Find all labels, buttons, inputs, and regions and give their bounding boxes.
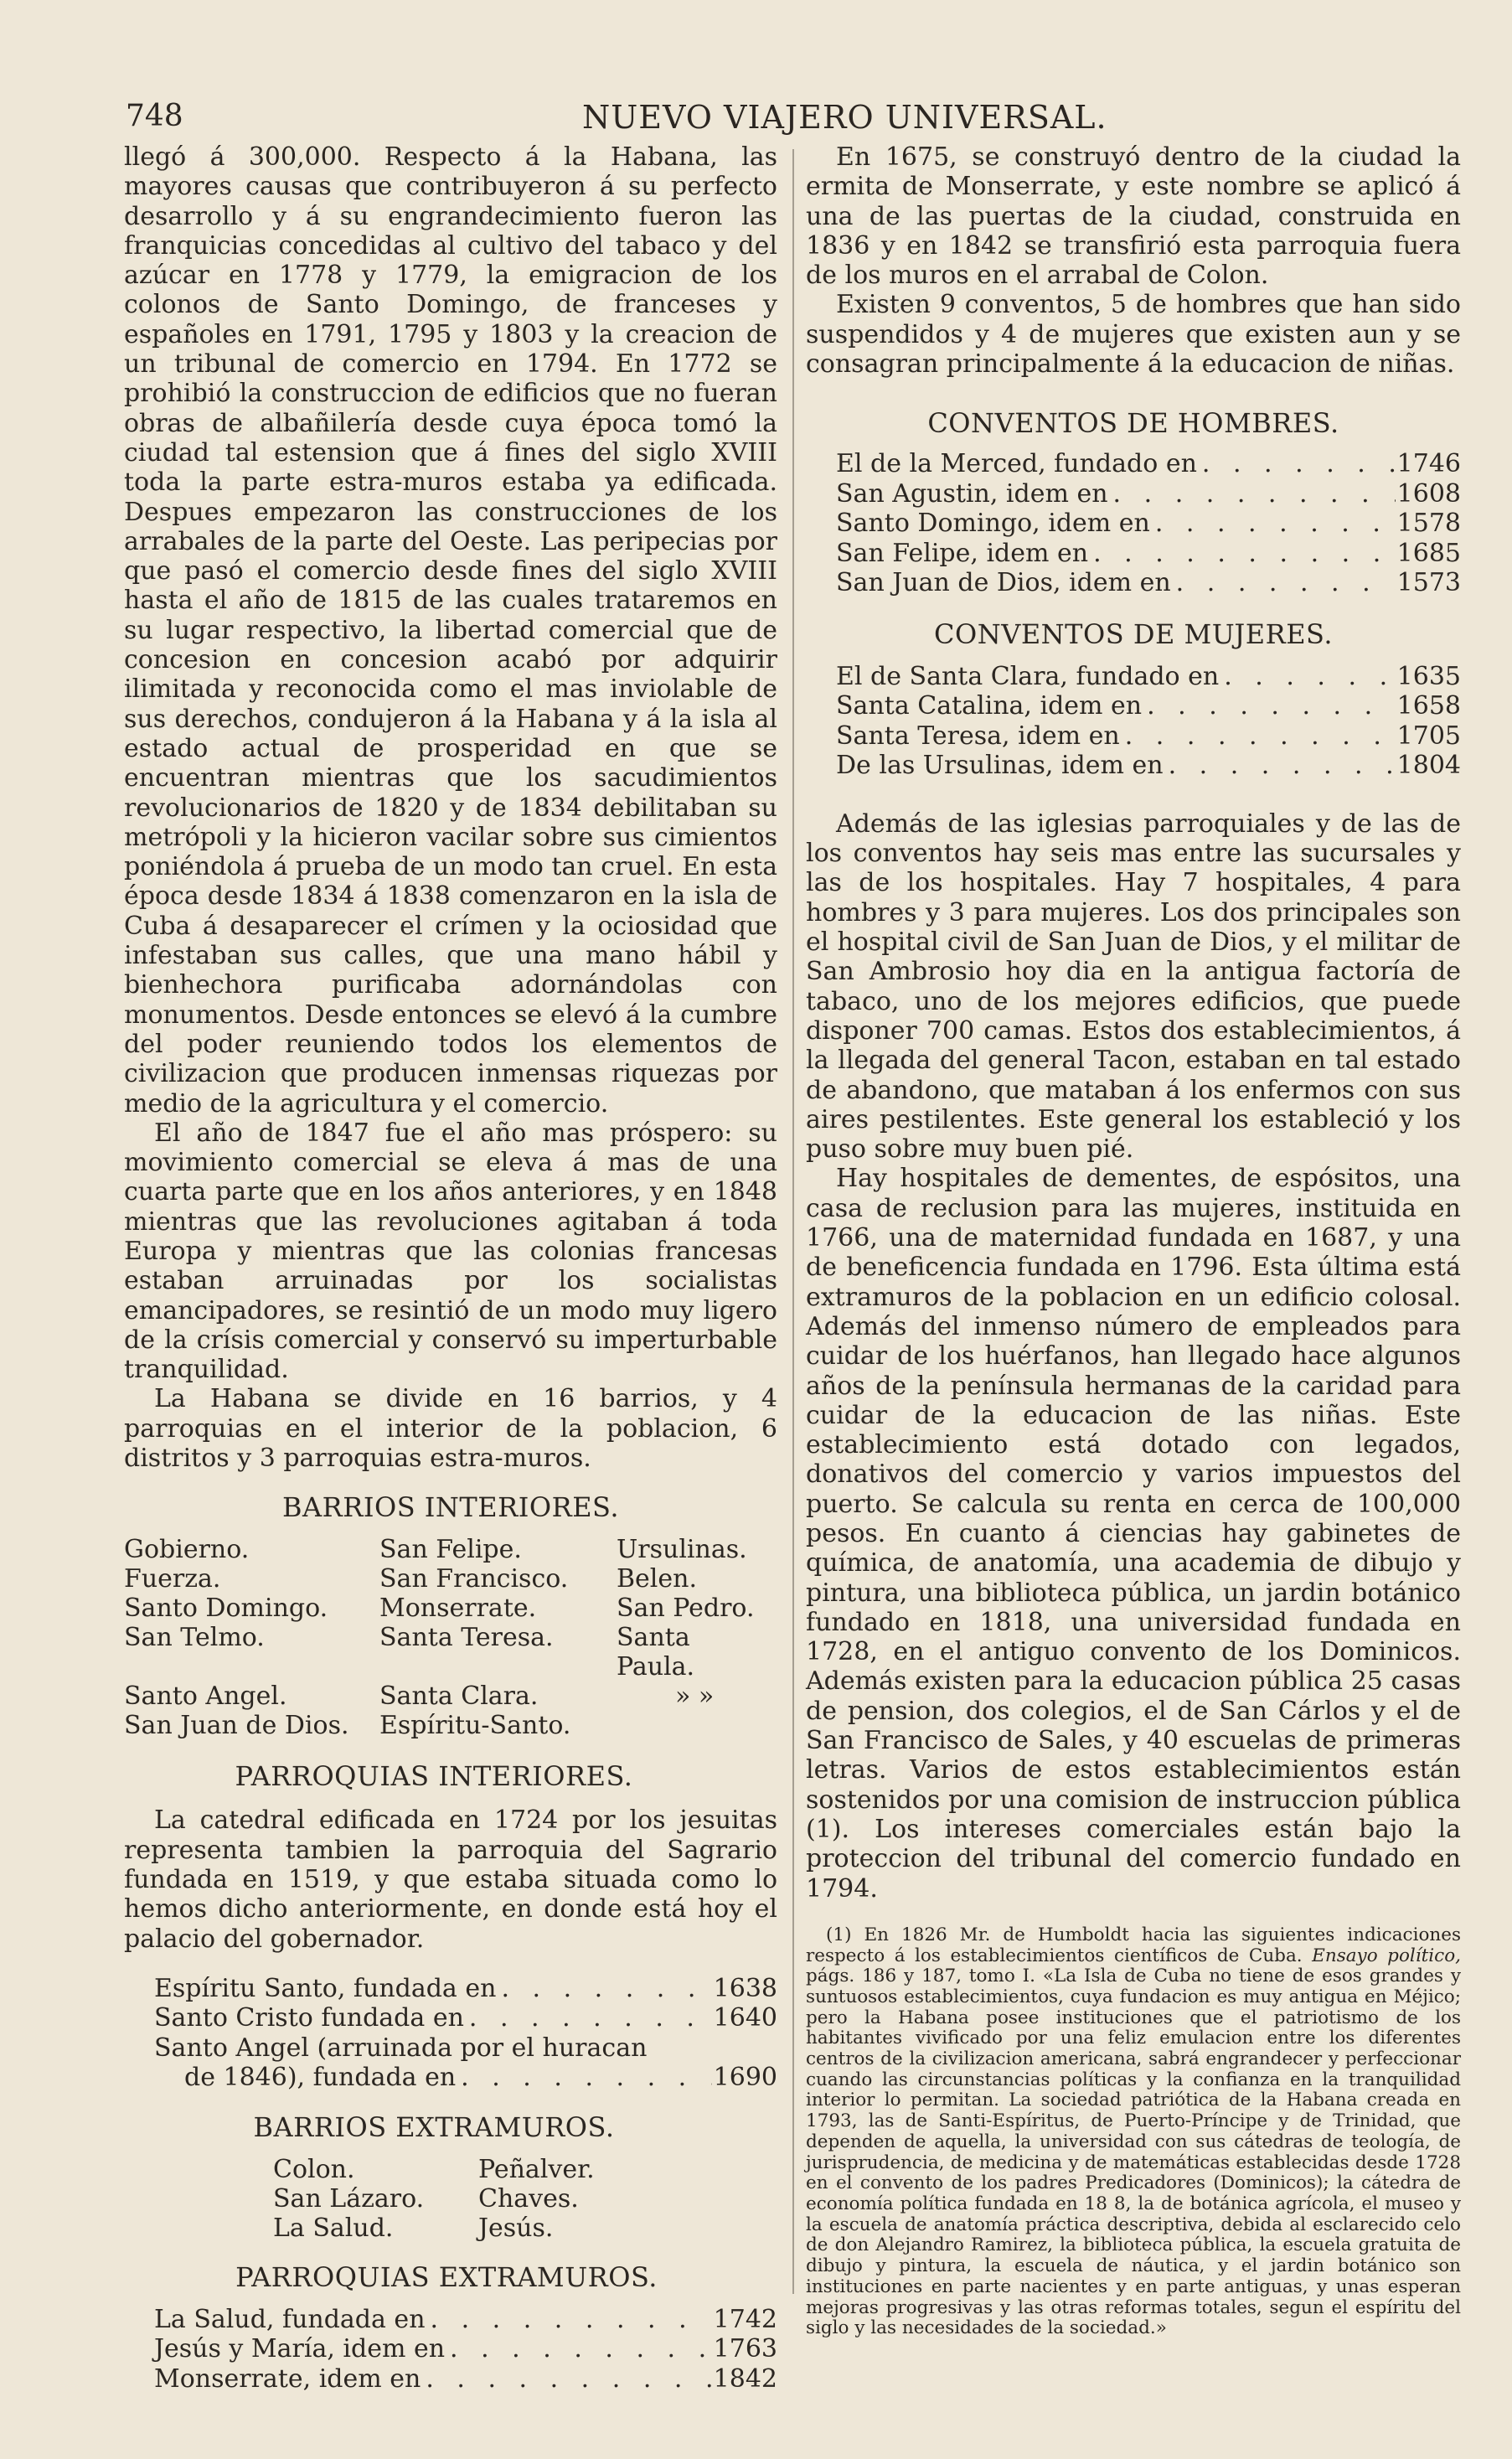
list-item: Monserrate. <box>379 1594 537 1624</box>
list-item: Espíritu Santo, fundada en . . . 1638 <box>154 1974 777 2004</box>
paragraph-hospitales: Además de las iglesias parroquiales y de las de los conventos hay seis mas entre las sucursales y las de los hospitales. Hay 7 hospitales, 4 para hombres y 3 para mujeres. Los dos principales son el hospital civil de San Juan de Dios, y el militar de San Ambrosio hoy dia en la antigua factoría de tabaco, uno de los mejores edificios, que puede disponer 700 camas. Estos dos establecimientos, á la llegada del general Tacon, estaban en tal estado de abandono, que mataban á los enfermos con sus aires pestilentes. Este general los estableció y los puso sobre muy buen pié. <box>806 808 1461 1165</box>
list-item: La Salud. <box>273 2213 394 2243</box>
footnote-text: (1) En 1826 Mr. de Humboldt hacia las siguientes indicaciones respecto á los establecimientos científicos de Cuba. <box>806 1924 1461 1966</box>
list-item: Jesús y María, idem en . . . 1763 <box>154 2334 777 2364</box>
list-item: Santa Paula. <box>617 1623 695 1682</box>
list-item: Jesús. <box>478 2213 554 2243</box>
footnote <box>806 1925 1461 2339</box>
column-divider <box>792 149 794 2294</box>
list-item: » » <box>675 1682 715 1712</box>
list-item: San Lázaro. <box>273 2183 425 2214</box>
page-number: 748 <box>126 99 183 133</box>
list-item: Monserrate, idem en . . . 1842 <box>154 2364 777 2394</box>
list-item: Colon. <box>273 2154 355 2184</box>
list-parroquias-extramuros <box>124 2305 777 2394</box>
list-item: Santa Clara. <box>379 1682 539 1712</box>
heading-parroquias-extramuros: PARROQUIAS EXTRAMUROS. <box>235 2260 658 2293</box>
paragraph-beneficencia: Hay hospitales de dementes, de espósitos, una casa de reclusion para las mujeres, instituida en 1766, una de maternidad fundada en 1687, y una de beneficencia fundada en 1796. Esta última está extramuros de la poblacion en un edificio colosal. Además del inmenso número de empleados para cuidar de los huérfanos, han llegado hace algunos años de la península hermanas de la caridad para cuidar de la educacion de las niñas. Este establecimiento está dotado con legados, donativos del comercio y varios impuestos del puerto. Se calcula su renta en cerca de 100,000 pesos. En cuanto á ciencias hay gabinetes de química, de anatomía, una academia de dibujo y pintura, una biblioteca pública, un jardin botánico fundado en 1818, una universidad fundada en 1728, en el antiguo convento de los Dominicos. Además existen para la educacion pública 25 casas de pension, dos colegios, el de San Cárlos y el de San Francisco de Sales, y 40 escuelas de primeras letras. Varios de estos establecimientos están sostenidos por una comision de instruccion pública (1). Los intereses comerciales están bajo la proteccion del tribunal del comercio fundado en 1794. <box>806 1164 1461 1904</box>
list-barrios-extramuros <box>273 2155 777 2243</box>
list-item: Peñalver. <box>478 2154 595 2184</box>
list-parroquias-interiores <box>124 1974 777 2093</box>
list-item: Santo Angel. <box>124 1682 287 1712</box>
right-column <box>806 142 1461 2339</box>
list-item: Gobierno. <box>124 1535 250 1565</box>
list-item: Santa Teresa, idem en . . . 1705 <box>836 721 1461 752</box>
paragraph-catedral: La catedral edificada en 1724 por los jesuitas representa tambien la parroquia del Sagrario fundada en 1519, y que estaba situada como lo hemos dicho anteriormente, en donde está hoy el palacio del gobernador. <box>124 1806 777 1954</box>
list-item: Santo Domingo, idem en . . . 1578 <box>836 509 1461 539</box>
left-column <box>124 142 777 2394</box>
list-item: Belen. <box>617 1564 698 1594</box>
list-item: Chaves. <box>478 2183 579 2214</box>
paragraph-divisions: La Habana se divide en 16 barrios, y 4 parroquias en el interior de la poblacion, 6 distritos y 3 parroquias estra-muros. <box>124 1384 777 1474</box>
list-item: Fuerza. <box>124 1564 221 1594</box>
list-item: San Telmo. <box>124 1623 265 1653</box>
paragraph-history: llegó á 300,000. Respecto á la Habana, las mayores causas que contribuyeron á su perfecto desarrollo y á su engrandecimiento fueron las franquicias concedidas al cultivo del tabaco y del azúcar en 1778 y 1779, la emigracion de los colonos de Santo Domingo, de franceses y españoles en 1791, 1795 y 1803 y la creacion de un tribunal de comercio en 1794. En 1772 se prohibió la construccion de edificios que no fueran obras de albañilería desde cuya época tomó la ciudad tal estension que á fines del siglo XVIII toda la parte estra-muros estaba ya edificada. Despues empezaron las construcciones de los arrabales de la parte del Oeste. Las peripecias por que pasó el comercio desde fines del siglo XVIII hasta el año de 1815 de las cuales trataremos en su lugar respectivo, la libertad comercial que de concesion en concesion acabó por adquirir ilimitada y reconocida como el mas inviolable de sus derechos, condujeron á la Habana y á la isla al estado actual de prosperidad en que se encuentran mientras que los sacudimientos revolucionarios de 1820 y de 1834 debilitaban su metrópoli y la hicieron vacilar sobre sus cimientos poniéndola á prueba de un modo tan cruel. En esta época desde 1834 á 1838 comenzaron en la isla de Cuba á desaparecer el crímen y la ociosidad que infestaban sus calles, que una mano hábil y bienhechora purificaba adornándolas con monumentos. Desde entonces se elevó á la cumbre del poder reuniendo todos los elementos de civilizacion que producen inmensas riquezas por medio de la agricultura y el comercio. <box>124 142 777 1118</box>
list-item: De las Ursulinas, idem en . . . 1804 <box>836 751 1461 781</box>
running-title: NUEVO VIAJERO UNIVERSAL. <box>582 99 1107 136</box>
page-header <box>126 99 1466 149</box>
list-item: Ursulinas. <box>617 1535 747 1565</box>
list-item: de 1846), fundada en . . . 1690 <box>154 2063 777 2093</box>
list-item: Santa Catalina, idem en . . . 1658 <box>836 691 1461 721</box>
list-item: Santo Angel (arruinada por el huracan <box>154 2033 648 2063</box>
paragraph-commerce-1847: El año de 1847 fue el año mas próspero: su movimiento comercial se eleva á mas de una cuarta parte que en los años anteriores, y en 1848 mientras que las revoluciones agitaban á toda Europa y mientras que las colonias francesas estaban arruinadas por los socialistas emancipadores, se resintió de un modo muy ligero de la crísis comercial y conservó su imperturbable tranquilidad. <box>124 1118 777 1385</box>
heading-parroquias-interiores: PARROQUIAS INTERIORES. <box>235 1760 633 1793</box>
list-item: San Francisco. <box>379 1564 569 1594</box>
footnote-work-title: Ensayo político, <box>1312 1945 1461 1966</box>
list-conventos-mujeres <box>806 662 1461 781</box>
list-item: El de Santa Clara, fundado en . . . 1635 <box>836 662 1461 692</box>
list-item <box>617 1711 776 1740</box>
list-barrios-interiores <box>124 1535 777 1740</box>
footnote-quote: págs. 186 y 187, tomo I. «La Isla de Cuba no tiene de esos grandes y suntuosos establecimientos, cuya fundacion es muy antigua en Méjico; pero la Habana posee instituciones que el patriotismo de los habitantes vivificado por una feliz emulacion entre los diferentes centros de la civilizacion americana, sabrá engrandecer y perfeccionar cuando las circunstancias políticas y la confianza en la tranquilidad interior lo permitan. La sociedad patriótica de la Habana creada en 1793, las de Santi-Espíritus, de Puerto-Príncipe y de Trinidad, que dependen de aquella, la universidad con sus cátedras de teología, de jurisprudencia, de medicina y de matemáticas establecidas desde 1728 en el convento de los padres Predicadores (Dominicos); la cátedra de economía política fundada en 18 8, la de botánica agrícola, el museo y la escuela de anatomía práctica descriptiva, debida al esclarecido celo de don Alejandro Ramirez, la biblioteca pública, la escuela gratuita de dibujo y pintura, la escuela de náutica, y el jardin botánico son instituciones en parte nacientes y en parte antiguas, y unas esperan mejoras progresivas y las otras reformas totales, segun el espíritu del siglo y las necesidades de la sociedad.» <box>806 1966 1461 2339</box>
heading-barrios-interiores: BARRIOS INTERIORES. <box>282 1491 619 1524</box>
list-item: Santo Domingo. <box>124 1594 328 1624</box>
list-item: San Pedro. <box>617 1594 755 1624</box>
list-item: San Juan de Dios, idem en . . . 1573 <box>836 568 1461 598</box>
list-item: El de la Merced, fundado en . . . 1746 <box>836 449 1461 479</box>
paragraph-conventos: Existen 9 conventos, 5 de hombres que han sido suspendidos y 4 de mujeres que existen aun y se consagran principalmente á la educacion de niñas. <box>806 290 1461 380</box>
paragraph-monserrate: En 1675, se construyó dentro de la ciudad la ermita de Monserrate, y este nombre se aplicó á una de las puertas de la ciudad, construida en 1836 y en 1842 se transfirió esta parroquia fuera de los muros en el arrabal de Colon. <box>806 142 1461 291</box>
list-item: San Felipe. <box>379 1535 522 1565</box>
heading-conventos-mujeres: CONVENTOS DE MUJERES. <box>933 617 1333 650</box>
list-conventos-hombres <box>806 449 1461 598</box>
list-item: San Felipe, idem en . . . 1685 <box>836 539 1461 569</box>
list-item: Santo Cristo fundada en . . . 1640 <box>154 2003 777 2033</box>
list-item: San Juan de Dios. <box>124 1711 349 1741</box>
list-item: San Agustin, idem en . . . 1608 <box>836 479 1461 509</box>
list-item: Santa Teresa. <box>379 1623 554 1653</box>
list-item: Espíritu-Santo. <box>379 1711 571 1741</box>
heading-barrios-extramuros: BARRIOS EXTRAMUROS. <box>253 2110 615 2143</box>
list-item: La Salud, fundada en . . . 1742 <box>154 2305 777 2335</box>
heading-conventos-hombres: CONVENTOS DE HOMBRES. <box>927 407 1339 440</box>
